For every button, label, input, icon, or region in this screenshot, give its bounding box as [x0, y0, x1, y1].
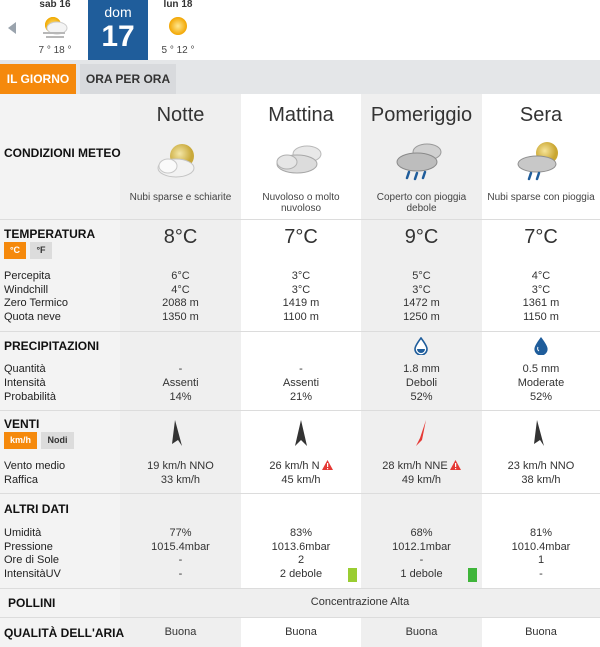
wind-direction-arrow-icon — [532, 420, 548, 453]
label-zero-thermal: Zero Termico — [4, 297, 68, 309]
pressure-value: 1010.4mbar — [511, 541, 571, 553]
day-item-sat[interactable] — [22, 0, 88, 60]
section-temperature: TEMPERATURA — [4, 227, 96, 241]
wind-direction-arrow-icon — [293, 420, 309, 453]
period-temperature: 7°C — [284, 226, 318, 248]
label-humidity: Umidità — [4, 527, 42, 539]
label-wind-avg: Vento medio — [4, 460, 66, 472]
snow-level-value: 1150 m — [523, 311, 559, 323]
air-quality-value: Buona — [525, 626, 557, 638]
gust-value: 45 km/h — [281, 474, 321, 486]
snow-level-value: 1250 m — [403, 311, 440, 323]
intensity-value: Assenti — [162, 377, 199, 389]
gust-value: 33 km/h — [160, 474, 201, 486]
probability-value: 14% — [169, 391, 192, 403]
label-perceived: Percepita — [4, 270, 51, 282]
wind-avg-value — [241, 460, 361, 475]
sun-hours-value: - — [178, 554, 183, 566]
wind-direction-arrow-icon — [170, 420, 186, 453]
day-name: sab 16 — [39, 0, 71, 10]
quantity-value: 1.8 mm — [403, 363, 440, 375]
pollen-value: Concentrazione Alta — [310, 596, 410, 608]
zero-thermal-value: 1361 m — [522, 297, 560, 309]
intensity-value: Deboli — [405, 377, 438, 389]
zero-thermal-value: 1472 m — [403, 297, 440, 309]
gust-value: 49 km/h — [401, 474, 442, 486]
label-uv: IntensitàUV — [4, 568, 61, 580]
snow-level-value: 1100 m — [283, 311, 319, 323]
uv-level-indicator — [468, 568, 477, 582]
label-intensity: Intensità — [4, 377, 46, 389]
quantity-value: - — [178, 363, 183, 375]
period-description: Nuvoloso o molto nuvoloso — [262, 192, 340, 214]
fahrenheit-button[interactable]: °F — [30, 242, 52, 259]
pressure-value: 1013.6mbar — [271, 541, 331, 553]
warning-icon — [322, 460, 333, 475]
humidity-value: 77% — [169, 527, 192, 539]
perceived-value: 4°C — [531, 270, 551, 282]
view-tabs — [0, 60, 600, 94]
drop-filled-icon — [534, 337, 548, 360]
label-probability: Probabilità — [4, 391, 56, 403]
humidity-value: 81% — [529, 527, 553, 539]
probability-value: 21% — [289, 391, 313, 403]
day-temps: 7 ° 18 ° — [38, 45, 72, 56]
air-quality-value: Buona — [405, 626, 438, 638]
uv-value: - — [178, 568, 183, 580]
day-name: dom — [104, 4, 132, 20]
air-quality-value: Buona — [285, 626, 317, 638]
knots-button[interactable]: Nodi — [41, 432, 74, 449]
sun-hours-value: 2 — [297, 554, 305, 566]
period-title: Sera — [519, 104, 563, 126]
wind-avg-text: 26 km/h N — [269, 460, 320, 472]
label-pressure: Pressione — [4, 541, 53, 553]
air-quality-value: Buona — [164, 626, 197, 638]
wind-avg-value — [361, 460, 482, 475]
section-conditions: CONDIZIONI METEO — [4, 146, 121, 160]
wind-avg-text: 28 km/h NNE — [382, 460, 448, 472]
period-title: Pomeriggio — [370, 104, 473, 126]
snow-level-value: 1350 m — [162, 311, 199, 323]
sun-hours-value: 1 — [537, 554, 545, 566]
zero-thermal-value: 1419 m — [282, 297, 320, 309]
sun-icon — [164, 12, 192, 45]
perceived-value: 3°C — [291, 270, 311, 282]
period-temperature: 8°C — [163, 226, 198, 248]
drop-outline-icon — [414, 337, 428, 360]
humidity-value: 68% — [410, 527, 433, 539]
day-name: lun 18 — [163, 0, 193, 10]
windchill-value: 3°C — [412, 284, 431, 296]
intensity-value: Moderate — [517, 377, 565, 389]
day-selector — [0, 0, 600, 60]
sun-cloud-rain-icon — [511, 140, 571, 189]
period-temperature: 9°C — [404, 226, 439, 248]
label-sun-hours: Ore di Sole — [4, 554, 60, 566]
intensity-value: Assenti — [282, 377, 320, 389]
quantity-value: 0.5 mm — [522, 363, 560, 375]
tab-day[interactable]: IL GIORNO — [0, 64, 76, 94]
divider — [0, 219, 600, 220]
label-snow-level: Quota neve — [4, 311, 61, 323]
kmh-button[interactable]: km/h — [4, 432, 37, 449]
sun-hours-value: - — [419, 554, 424, 566]
perceived-value: 5°C — [412, 270, 431, 282]
perceived-value: 6°C — [171, 270, 190, 282]
pressure-value: 1015.4mbar — [151, 541, 210, 553]
pressure-value: 1012.1mbar — [392, 541, 451, 553]
gust-value: 38 km/h — [521, 474, 561, 486]
divider — [0, 331, 600, 332]
wind-avg-value: 23 km/h NNO — [507, 460, 575, 472]
cloud-rain-icon — [391, 140, 451, 189]
period-title: Mattina — [268, 104, 334, 126]
probability-value: 52% — [410, 391, 433, 403]
warning-icon — [450, 460, 461, 475]
wind-direction-arrow-icon — [414, 420, 430, 453]
section-other: ALTRI DATI — [4, 502, 69, 516]
section-precipitation: PRECIPITAZIONI — [4, 339, 100, 353]
divider — [0, 617, 600, 618]
uv-value: 2 debole — [279, 568, 323, 580]
period-description: Coperto con pioggia debole — [376, 192, 467, 214]
wind-avg-value: 19 km/h NNO — [147, 460, 214, 472]
moon-cloud-icon — [150, 140, 210, 189]
section-pollen: POLLINI — [8, 596, 56, 610]
period-description: Nubi sparse e schiarite — [129, 192, 232, 203]
day-item-mon[interactable] — [148, 0, 208, 60]
tab-hourly[interactable]: ORA PER ORA — [80, 64, 176, 94]
divider — [0, 493, 600, 494]
section-air: QUALITÀ DELL'ARIA — [4, 626, 125, 640]
divider — [0, 410, 600, 411]
day-temps: 5 ° 12 ° — [161, 45, 195, 56]
humidity-value: 83% — [289, 527, 313, 539]
label-quantity: Quantità — [4, 363, 46, 375]
probability-value: 52% — [529, 391, 553, 403]
windchill-value: 4°C — [171, 284, 190, 296]
period-title: Notte — [156, 104, 205, 126]
windchill-value: 3°C — [531, 284, 551, 296]
day-item-sun-active[interactable] — [88, 0, 148, 60]
cloudy-icon — [271, 140, 331, 185]
period-description: Nubi sparse con pioggia — [487, 192, 595, 203]
section-wind: VENTI — [4, 417, 40, 431]
zero-thermal-value: 2088 m — [162, 297, 199, 309]
sun-cloud-fog-icon — [40, 12, 70, 45]
quantity-value: - — [299, 363, 303, 375]
day-number: 17 — [101, 20, 135, 53]
uv-value: 1 debole — [400, 568, 443, 580]
divider — [0, 588, 600, 589]
label-gust: Raffica — [4, 474, 39, 486]
uv-level-indicator — [348, 568, 357, 582]
celsius-button[interactable]: °C — [4, 242, 26, 259]
period-temperature: 7°C — [524, 226, 558, 248]
uv-value: - — [539, 568, 543, 580]
previous-day-arrow-icon[interactable] — [8, 22, 16, 34]
label-windchill: Windchill — [4, 284, 49, 296]
windchill-value: 3°C — [291, 284, 311, 296]
